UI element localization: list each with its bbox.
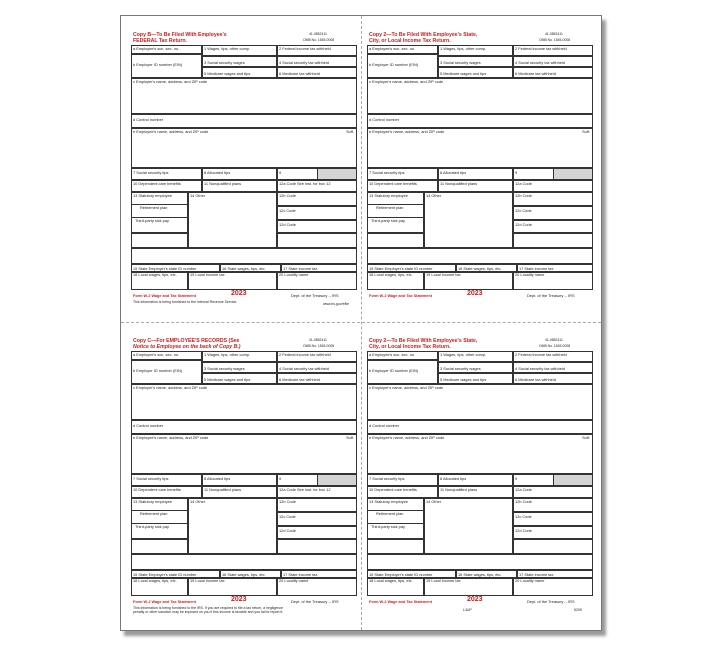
- box-12c[interactable]: [513, 512, 593, 526]
- box-label: 3 Social security wages: [204, 366, 245, 371]
- box-label: 17 State income tax: [283, 266, 318, 271]
- box-12b[interactable]: [277, 192, 357, 206]
- box-label: 5 Medicare wages and tips: [440, 71, 487, 76]
- omb-number: OMB No. 1545-0008: [539, 344, 571, 348]
- box-12d[interactable]: [513, 526, 593, 539]
- box-19-local-tax[interactable]: [424, 272, 513, 290]
- box-10-dependent-care[interactable]: [367, 180, 438, 192]
- box-label: 16 State wages, tips, etc.: [458, 266, 502, 271]
- box-4-ss-tax[interactable]: [513, 362, 593, 373]
- box-label: d Control number: [369, 423, 400, 428]
- box-20-locality[interactable]: [277, 272, 357, 290]
- box-label: a Employee's soc. sec. no.: [369, 352, 416, 357]
- box-5-medicare-wages[interactable]: [202, 67, 277, 78]
- box-label: 12c Code: [279, 514, 296, 519]
- copy-title-notice: Notice to Employee on the back of Copy B.): [133, 344, 241, 350]
- box-label: Third-party sick pay: [135, 218, 169, 223]
- box-8-allocated-tips[interactable]: [438, 474, 513, 486]
- box-12b[interactable]: [277, 498, 357, 512]
- box-7-ss-tips[interactable]: [131, 474, 202, 486]
- box-label: 12d Code: [515, 528, 532, 533]
- box-13-checkboxes[interactable]: [367, 498, 424, 539]
- box-label: 10 Dependent care benefits: [133, 487, 181, 492]
- box-label: 8 Allocated tips: [204, 170, 231, 175]
- box-label: Suff.: [582, 435, 590, 440]
- box-blank-left: [367, 233, 424, 248]
- box-label: 17 State income tax: [519, 266, 554, 271]
- box-c-employer[interactable]: [367, 384, 593, 420]
- box-label: 11 Nonqualified plans: [440, 487, 478, 492]
- box-label: c Employer's name, address, and ZIP code: [369, 79, 444, 84]
- dept-treasury: Dept. of the Treasury -- IRS: [527, 599, 575, 604]
- box-a-ssn[interactable]: [131, 45, 202, 54]
- box-7-ss-tips[interactable]: [367, 474, 438, 486]
- footer-note: This information is being furnished to the Internal Revenue Service.: [133, 300, 238, 304]
- box-label: 11 Nonqualified plans: [440, 181, 478, 186]
- box-10-dependent-care[interactable]: [131, 180, 202, 192]
- box-16-state-wages[interactable]: [456, 264, 517, 272]
- box-b-ein[interactable]: [131, 360, 202, 384]
- box-label: e Employee's name, address, and ZIP code: [369, 129, 445, 134]
- box-d-control[interactable]: [131, 114, 357, 128]
- box-17-state-tax[interactable]: [281, 264, 357, 272]
- footer-form-number: 5205: [574, 608, 582, 612]
- box-label: 12c Code: [515, 514, 532, 519]
- box-label: a Employee's soc. sec. no.: [133, 352, 180, 357]
- divider: [131, 204, 188, 205]
- box-label: 8 Allocated tips: [440, 476, 467, 481]
- box-7-ss-tips[interactable]: [367, 168, 438, 180]
- box-13-checkboxes[interactable]: [131, 498, 188, 539]
- box-d-control[interactable]: [367, 420, 593, 434]
- box-b-ein[interactable]: [367, 54, 438, 78]
- box-18-local-wages[interactable]: [131, 578, 188, 596]
- box-label: 14 Other: [426, 499, 442, 504]
- box-label: 20 Locality name: [279, 578, 309, 583]
- box-13-checkboxes[interactable]: [367, 192, 424, 233]
- box-label: 12b Code: [279, 193, 296, 198]
- box-9-shaded: [317, 168, 357, 180]
- copy-title: Copy 2—To Be Filed With Employee's State, City, or Local Income Tax Return.: [369, 338, 478, 350]
- box-label: Suff.: [346, 435, 354, 440]
- box-label: 19 Local income tax: [190, 578, 225, 583]
- box-18-local-wages[interactable]: [367, 578, 424, 596]
- box-label: 17 State income tax: [519, 572, 554, 577]
- form-year: 2023: [231, 290, 247, 297]
- box-12c[interactable]: [277, 512, 357, 526]
- box-label: b Employer ID number (EIN): [133, 368, 183, 373]
- w2-form-br: [367, 338, 593, 629]
- box-e-employee[interactable]: [131, 128, 357, 168]
- box-1-wages[interactable]: [202, 351, 277, 362]
- box-6-medicare-tax[interactable]: [513, 373, 593, 384]
- box-label: 7 Social security tips: [369, 476, 405, 481]
- box-label: 18 Local wages, tips, etc.: [369, 272, 413, 277]
- omb-number: OMB No. 1545-0008: [303, 38, 335, 42]
- box-label: 1 Wages, tips, other comp.: [440, 46, 487, 51]
- box-label: 13 Statutory employee: [369, 499, 408, 504]
- box-2-federal-tax[interactable]: [277, 351, 357, 362]
- box-label: 16 State wages, tips, etc.: [222, 266, 266, 271]
- divider: [131, 510, 188, 511]
- box-12d[interactable]: [277, 526, 357, 539]
- box-14-other[interactable]: [188, 192, 277, 248]
- box-3-ss-wages[interactable]: [438, 362, 513, 373]
- footer-note: This information is being furnished to the IRS. If you are required to file a tax return, a negligence penalty or other sanction may be imposed on you if this income is taxable and you fail to report it.: [133, 606, 284, 615]
- box-label: Third-party sick pay: [371, 218, 405, 223]
- box-11-nonqualified[interactable]: [202, 180, 277, 192]
- box-label: 19 Local income tax: [426, 272, 461, 277]
- box-12a[interactable]: [513, 180, 593, 192]
- box-15-state[interactable]: [367, 570, 456, 578]
- divider: [367, 204, 424, 205]
- box-blank-right: [513, 233, 593, 248]
- box-4-ss-tax[interactable]: [277, 56, 357, 67]
- box-label: 16 State wages, tips, etc.: [458, 572, 502, 577]
- box-19-local-tax[interactable]: [188, 578, 277, 596]
- box-3-ss-wages[interactable]: [438, 56, 513, 67]
- ein-number: 41-0852411: [545, 338, 563, 342]
- box-label: b Employer ID number (EIN): [369, 368, 419, 373]
- box-label: 5 Medicare wages and tips: [204, 71, 251, 76]
- box-label: 6 Medicare tax withheld: [279, 71, 320, 76]
- box-16-state-wages[interactable]: [456, 570, 517, 578]
- box-label: b Employer ID number (EIN): [133, 62, 183, 67]
- box-label: 12c Code: [515, 208, 532, 213]
- box-label: e Employee's name, address, and ZIP code: [369, 435, 445, 440]
- box-label: 13 Statutory employee: [369, 193, 408, 198]
- box-row-blank: [367, 248, 593, 264]
- box-label: 15 State Employer's state ID number: [133, 266, 197, 271]
- box-label: 11 Nonqualified plans: [204, 487, 242, 492]
- box-label: 6 Medicare tax withheld: [515, 71, 556, 76]
- box-9-shaded: [553, 474, 593, 486]
- box-label: 12a Code: [515, 487, 532, 492]
- box-blank-left: [367, 539, 424, 554]
- box-label: 1 Wages, tips, other comp.: [440, 352, 487, 357]
- box-label: 15 State Employer's state ID number: [133, 572, 197, 577]
- box-label: 7 Social security tips: [133, 476, 169, 481]
- box-label: 12b Code: [515, 499, 532, 504]
- box-12a[interactable]: [277, 486, 357, 498]
- box-label: a Employee's soc. sec. no.: [133, 46, 180, 51]
- box-12d[interactable]: [277, 220, 357, 233]
- box-label: b Employer ID number (EIN): [369, 62, 419, 67]
- box-row-blank: [131, 248, 357, 264]
- box-label: 8 Allocated tips: [204, 476, 231, 481]
- box-12c[interactable]: [277, 206, 357, 220]
- box-label: 10 Dependent care benefits: [369, 487, 417, 492]
- box-label: 4 Social security tax withheld: [279, 60, 329, 65]
- box-d-control[interactable]: [131, 420, 357, 434]
- box-e-employee[interactable]: [367, 434, 593, 474]
- box-label: 19 Local income tax: [190, 272, 225, 277]
- box-4-ss-tax[interactable]: [277, 362, 357, 373]
- box-label: 3 Social security wages: [440, 366, 481, 371]
- box-12a[interactable]: [513, 486, 593, 498]
- ein-number: 41-0852411: [309, 32, 327, 36]
- box-label: Retirement plan: [140, 511, 168, 516]
- box-label: 17 State income tax: [283, 572, 318, 577]
- box-10-dependent-care[interactable]: [131, 486, 202, 498]
- box-label: 9: [515, 170, 518, 175]
- box-20-locality[interactable]: [513, 578, 593, 596]
- box-label: 7 Social security tips: [133, 170, 169, 175]
- box-label: 12a Code See inst. for box 12: [279, 181, 331, 186]
- box-3-ss-wages[interactable]: [202, 56, 277, 67]
- box-label: 12b Code: [279, 499, 296, 504]
- box-16-state-wages[interactable]: [220, 570, 281, 578]
- box-label: 12a Code: [515, 181, 532, 186]
- box-19-local-tax[interactable]: [424, 578, 513, 596]
- box-label: 1 Wages, tips, other comp.: [204, 46, 251, 51]
- box-label: 6 Medicare tax withheld: [279, 377, 320, 382]
- form-year: 2023: [231, 596, 247, 603]
- box-1-wages[interactable]: [202, 45, 277, 56]
- box-20-locality[interactable]: [513, 272, 593, 290]
- box-label: 14 Other: [190, 499, 206, 504]
- box-label: 5 Medicare wages and tips: [204, 377, 251, 382]
- box-label: c Employer's name, address, and ZIP code: [133, 79, 208, 84]
- box-11-nonqualified[interactable]: [438, 486, 513, 498]
- box-label: 15 State Employer's state ID number: [369, 572, 433, 577]
- box-7-ss-tips[interactable]: [131, 168, 202, 180]
- form-name: Form W-2 Wage and Tax Statement: [369, 294, 433, 298]
- ein-number: 41-0852411: [309, 338, 327, 342]
- box-label: Retirement plan: [140, 205, 168, 210]
- form-name: Form W-2 Wage and Tax Statement: [133, 600, 197, 604]
- box-blank-right: [277, 233, 357, 248]
- box-label: 9: [279, 476, 282, 481]
- box-d-control[interactable]: [367, 114, 593, 128]
- box-row-blank: [131, 554, 357, 570]
- divider: [131, 217, 188, 218]
- box-8-allocated-tips[interactable]: [438, 168, 513, 180]
- box-15-state[interactable]: [367, 264, 456, 272]
- box-label: d Control number: [369, 117, 400, 122]
- box-label: 10 Dependent care benefits: [133, 181, 181, 186]
- copy-title: Copy 2—To Be Filed With Employee's State, City, or Local Income Tax Return.: [369, 32, 478, 44]
- box-blank-right: [513, 539, 593, 554]
- box-label: c Employer's name, address, and ZIP code: [133, 385, 208, 390]
- box-e-employee[interactable]: [367, 128, 593, 168]
- box-9-shaded: [553, 168, 593, 180]
- form-year: 2023: [467, 596, 483, 603]
- box-14-other[interactable]: [424, 192, 513, 248]
- box-label: Retirement plan: [376, 205, 404, 210]
- box-8-allocated-tips[interactable]: [202, 168, 277, 180]
- box-a-ssn[interactable]: [367, 45, 438, 54]
- box-label: 19 Local income tax: [426, 578, 461, 583]
- box-label: c Employer's name, address, and ZIP code: [369, 385, 444, 390]
- box-14-other[interactable]: [188, 498, 277, 554]
- box-16-state-wages[interactable]: [220, 264, 281, 272]
- box-label: 12c Code: [279, 208, 296, 213]
- box-6-medicare-tax[interactable]: [513, 67, 593, 78]
- box-14-other[interactable]: [424, 498, 513, 554]
- box-label: 15 State Employer's state ID number: [369, 266, 433, 271]
- divider: [367, 510, 424, 511]
- box-12b[interactable]: [513, 498, 593, 512]
- divider: [131, 523, 188, 524]
- box-12c[interactable]: [513, 206, 593, 220]
- divider: [367, 523, 424, 524]
- box-row-blank: [367, 554, 593, 570]
- box-label: d Control number: [133, 423, 164, 428]
- box-c-employer[interactable]: [367, 78, 593, 114]
- box-label: 4 Social security tax withheld: [515, 366, 565, 371]
- box-label: 20 Locality name: [279, 272, 309, 277]
- box-label: 13 Statutory employee: [133, 499, 172, 504]
- box-label: 12d Code: [279, 528, 296, 533]
- box-label: 13 Statutory employee: [133, 193, 172, 198]
- footer-code: L4UP: [463, 608, 472, 612]
- box-15-state[interactable]: [131, 264, 220, 272]
- box-label: 6 Medicare tax withheld: [515, 377, 556, 382]
- box-label: 16 State wages, tips, etc.: [222, 572, 266, 577]
- box-b-ein[interactable]: [367, 360, 438, 384]
- box-label: 12d Code: [515, 222, 532, 227]
- box-label: 4 Social security tax withheld: [515, 60, 565, 65]
- box-label: 20 Locality name: [515, 272, 545, 277]
- box-17-state-tax[interactable]: [281, 570, 357, 578]
- ein-number: 41-0852411: [545, 32, 563, 36]
- box-label: 14 Other: [190, 193, 206, 198]
- box-c-employer[interactable]: [131, 384, 357, 420]
- box-12d[interactable]: [513, 220, 593, 233]
- dept-treasury: Dept. of the Treasury -- IRS: [291, 599, 339, 604]
- box-label: Suff.: [346, 129, 354, 134]
- box-label: 4 Social security tax withheld: [279, 366, 329, 371]
- dept-treasury: Dept. of the Treasury -- IRS: [291, 293, 339, 298]
- box-label: 18 Local wages, tips, etc.: [133, 272, 177, 277]
- box-label: 2 Federal income tax withheld: [515, 46, 567, 51]
- form-name: Form W-2 Wage and Tax Statement: [369, 600, 433, 604]
- box-label: 18 Local wages, tips, etc.: [369, 578, 413, 583]
- box-label: 11 Nonqualified plans: [204, 181, 242, 186]
- box-17-state-tax[interactable]: [517, 570, 593, 578]
- box-11-nonqualified[interactable]: [202, 486, 277, 498]
- form-name: Form W-2 Wage and Tax Statement: [133, 294, 197, 298]
- box-13-checkboxes[interactable]: [131, 192, 188, 233]
- box-label: 20 Locality name: [515, 578, 545, 583]
- box-label: Third-party sick pay: [135, 524, 169, 529]
- box-label: 10 Dependent care benefits: [369, 181, 417, 186]
- box-a-ssn[interactable]: [131, 351, 202, 360]
- divider: [367, 217, 424, 218]
- box-18-local-wages[interactable]: [367, 272, 424, 290]
- box-5-medicare-wages[interactable]: [438, 373, 513, 384]
- box-12a[interactable]: [277, 180, 357, 192]
- box-label: 12d Code: [279, 222, 296, 227]
- box-e-employee[interactable]: [131, 434, 357, 474]
- box-11-nonqualified[interactable]: [438, 180, 513, 192]
- box-19-local-tax[interactable]: [188, 272, 277, 290]
- box-3-ss-wages[interactable]: [202, 362, 277, 373]
- box-18-local-wages[interactable]: [131, 272, 188, 290]
- box-label: 9: [279, 170, 282, 175]
- box-15-state[interactable]: [131, 570, 220, 578]
- w2-form-bl: [131, 338, 357, 629]
- box-blank-left: [131, 233, 188, 248]
- box-8-allocated-tips[interactable]: [202, 474, 277, 486]
- box-b-ein[interactable]: [131, 54, 202, 78]
- box-4-ss-tax[interactable]: [513, 56, 593, 67]
- copy-title: Copy C—For EMPLOYEE'S RECORDS (See: [133, 338, 240, 344]
- box-2-federal-tax[interactable]: [513, 351, 593, 362]
- box-label: 14 Other: [426, 193, 442, 198]
- w2-form-tr: [367, 32, 593, 323]
- box-10-dependent-care[interactable]: [367, 486, 438, 498]
- box-label: a Employee's soc. sec. no.: [369, 46, 416, 51]
- box-5-medicare-wages[interactable]: [438, 67, 513, 78]
- box-label: 3 Social security wages: [440, 60, 481, 65]
- box-1-wages[interactable]: [438, 351, 513, 362]
- box-label: 18 Local wages, tips, etc.: [133, 578, 177, 583]
- vertical-perforation: [361, 16, 362, 630]
- box-label: 3 Social security wages: [204, 60, 245, 65]
- box-label: e Employee's name, address, and ZIP code: [133, 129, 209, 134]
- box-label: d Control number: [133, 117, 164, 122]
- box-blank-left: [131, 539, 188, 554]
- box-label: Suff.: [582, 129, 590, 134]
- box-label: 9: [515, 476, 518, 481]
- box-label: 2 Federal income tax withheld: [279, 352, 331, 357]
- box-2-federal-tax[interactable]: [277, 45, 357, 56]
- box-5-medicare-wages[interactable]: [202, 373, 277, 384]
- box-12b[interactable]: [513, 192, 593, 206]
- footer-website: www.irs.gov/efile: [323, 302, 350, 306]
- box-2-federal-tax[interactable]: [513, 45, 593, 56]
- box-label: 7 Social security tips: [369, 170, 405, 175]
- box-label: Third-party sick pay: [371, 524, 405, 529]
- box-20-locality[interactable]: [277, 578, 357, 596]
- box-6-medicare-tax[interactable]: [277, 373, 357, 384]
- dept-treasury: Dept. of the Treasury -- IRS: [527, 293, 575, 298]
- box-a-ssn[interactable]: [367, 351, 438, 360]
- box-17-state-tax[interactable]: [517, 264, 593, 272]
- box-label: e Employee's name, address, and ZIP code: [133, 435, 209, 440]
- form-year: 2023: [467, 290, 483, 297]
- box-label: 2 Federal income tax withheld: [279, 46, 331, 51]
- copy-title: Copy B—To Be Filed With Employee's FEDERAL Tax Return.: [133, 32, 227, 44]
- omb-number: OMB No. 1545-0008: [303, 344, 335, 348]
- box-label: 1 Wages, tips, other comp.: [204, 352, 251, 357]
- w2-form-tl: [131, 32, 357, 323]
- omb-number: OMB No. 1545-0008: [539, 38, 571, 42]
- box-1-wages[interactable]: [438, 45, 513, 56]
- box-label: Retirement plan: [376, 511, 404, 516]
- box-label: 12a Code See inst. for box 12: [279, 487, 331, 492]
- box-label: 5 Medicare wages and tips: [440, 377, 487, 382]
- box-9-shaded: [317, 474, 357, 486]
- box-6-medicare-tax[interactable]: [277, 67, 357, 78]
- box-label: 8 Allocated tips: [440, 170, 467, 175]
- box-blank-right: [277, 539, 357, 554]
- box-c-employer[interactable]: [131, 78, 357, 114]
- box-label: 2 Federal income tax withheld: [515, 352, 567, 357]
- box-label: 12b Code: [515, 193, 532, 198]
